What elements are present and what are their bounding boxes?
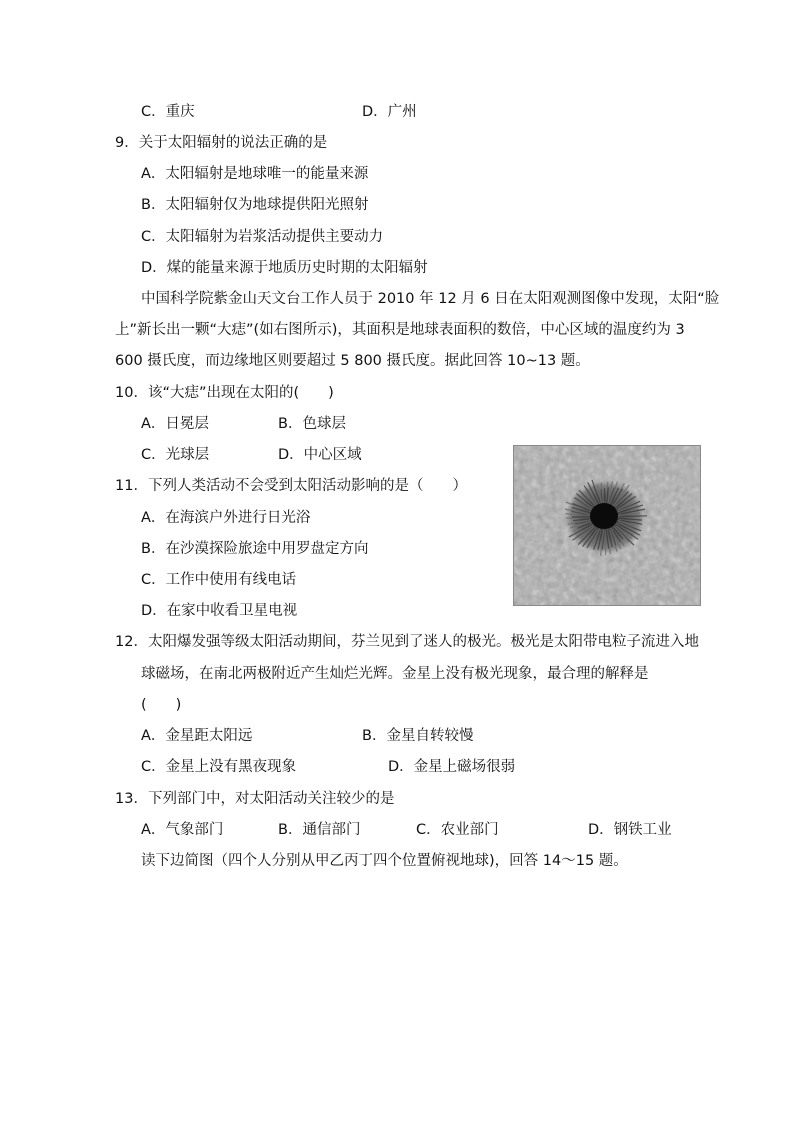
passage-line-2: 上”新长出一颗“大痣”(如右图所示)，其面积是地球表面积的数倍，中心区域的温度约为 3 (115, 322, 685, 338)
sunspot-photo (513, 445, 701, 606)
q9-stem: 9．关于太阳辐射的说法正确的是 (115, 135, 328, 151)
q13-option-c: C．农业部门 (416, 822, 499, 838)
q9-option-a: A．太阳辐射是地球唯一的能量来源 (141, 166, 369, 182)
q9-option-c: C．太阳辐射为岩浆活动提供主要动力 (141, 229, 384, 245)
q12-option-c: C．金星上没有黑夜现象 (141, 759, 297, 775)
q9-option-b: B．太阳辐射仅为地球提供阳光照射 (141, 197, 369, 213)
passage-line-3: 600 摄氏度，而边缘地区则要超过 5 800 摄氏度。据此回答 10~13 题。 (115, 353, 590, 369)
q11-option-d: D．在家中收看卫星电视 (141, 603, 298, 619)
q12-stem-line-1: 12．太阳爆发强等级太阳活动期间，芬兰见到了迷人的极光。极光是太阳带电粒子流进入地 (115, 634, 699, 650)
sunspot-umbra (590, 503, 618, 529)
q10-option-b: B．色球层 (278, 416, 346, 432)
q10-stem: 10．该“大痣”出现在太阳的( ) (115, 385, 334, 401)
q8-option-c: C．重庆 (141, 104, 195, 120)
passage-line-1: 中国科学院紫金山天文台工作人员于 2010 年 12 月 6 日在太阳观测图像中发现，太阳“脸 (141, 291, 720, 307)
q13-stem: 13．下列部门中，对太阳活动关注较少的是 (115, 791, 395, 807)
instruction-q14-15: 读下边简图（四个人分别从甲乙丙丁四个位置俯视地球)，回答 14～15 题。 (141, 853, 628, 869)
q11-option-c: C．工作中使用有线电话 (141, 572, 297, 588)
q13-option-b: B．通信部门 (278, 822, 361, 838)
q12-option-d: D．金星上磁场很弱 (388, 759, 516, 775)
q12-stem-line-3: ( ) (141, 697, 182, 713)
q8-option-d: D．广州 (362, 104, 417, 120)
q11-stem: 11．下列人类活动不会受到太阳活动影响的是（ ） (115, 478, 467, 494)
q12-option-b: B．金星自转较慢 (362, 728, 474, 744)
q11-option-a: A．在海滨户外进行日光浴 (141, 510, 311, 526)
penumbra-filament (619, 516, 647, 517)
q10-option-d: D．中心区域 (278, 447, 362, 463)
q9-option-d: D．煤的能量来源于地质历史时期的太阳辐射 (141, 260, 428, 276)
q11-option-b: B．在沙漠探险旅途中用罗盘定方向 (141, 541, 369, 557)
q13-option-d: D．钢铁工业 (588, 822, 672, 838)
q10-option-c: C．光球层 (141, 447, 210, 463)
q10-option-a: A．日冕层 (141, 416, 209, 432)
q12-stem-line-2: 球磁场，在南北两极附近产生灿烂光辉。金星上没有极光现象，最合理的解释是 (141, 666, 649, 682)
q13-option-a: A．气象部门 (141, 822, 224, 838)
q12-option-a: A．金星距太阳远 (141, 728, 253, 744)
